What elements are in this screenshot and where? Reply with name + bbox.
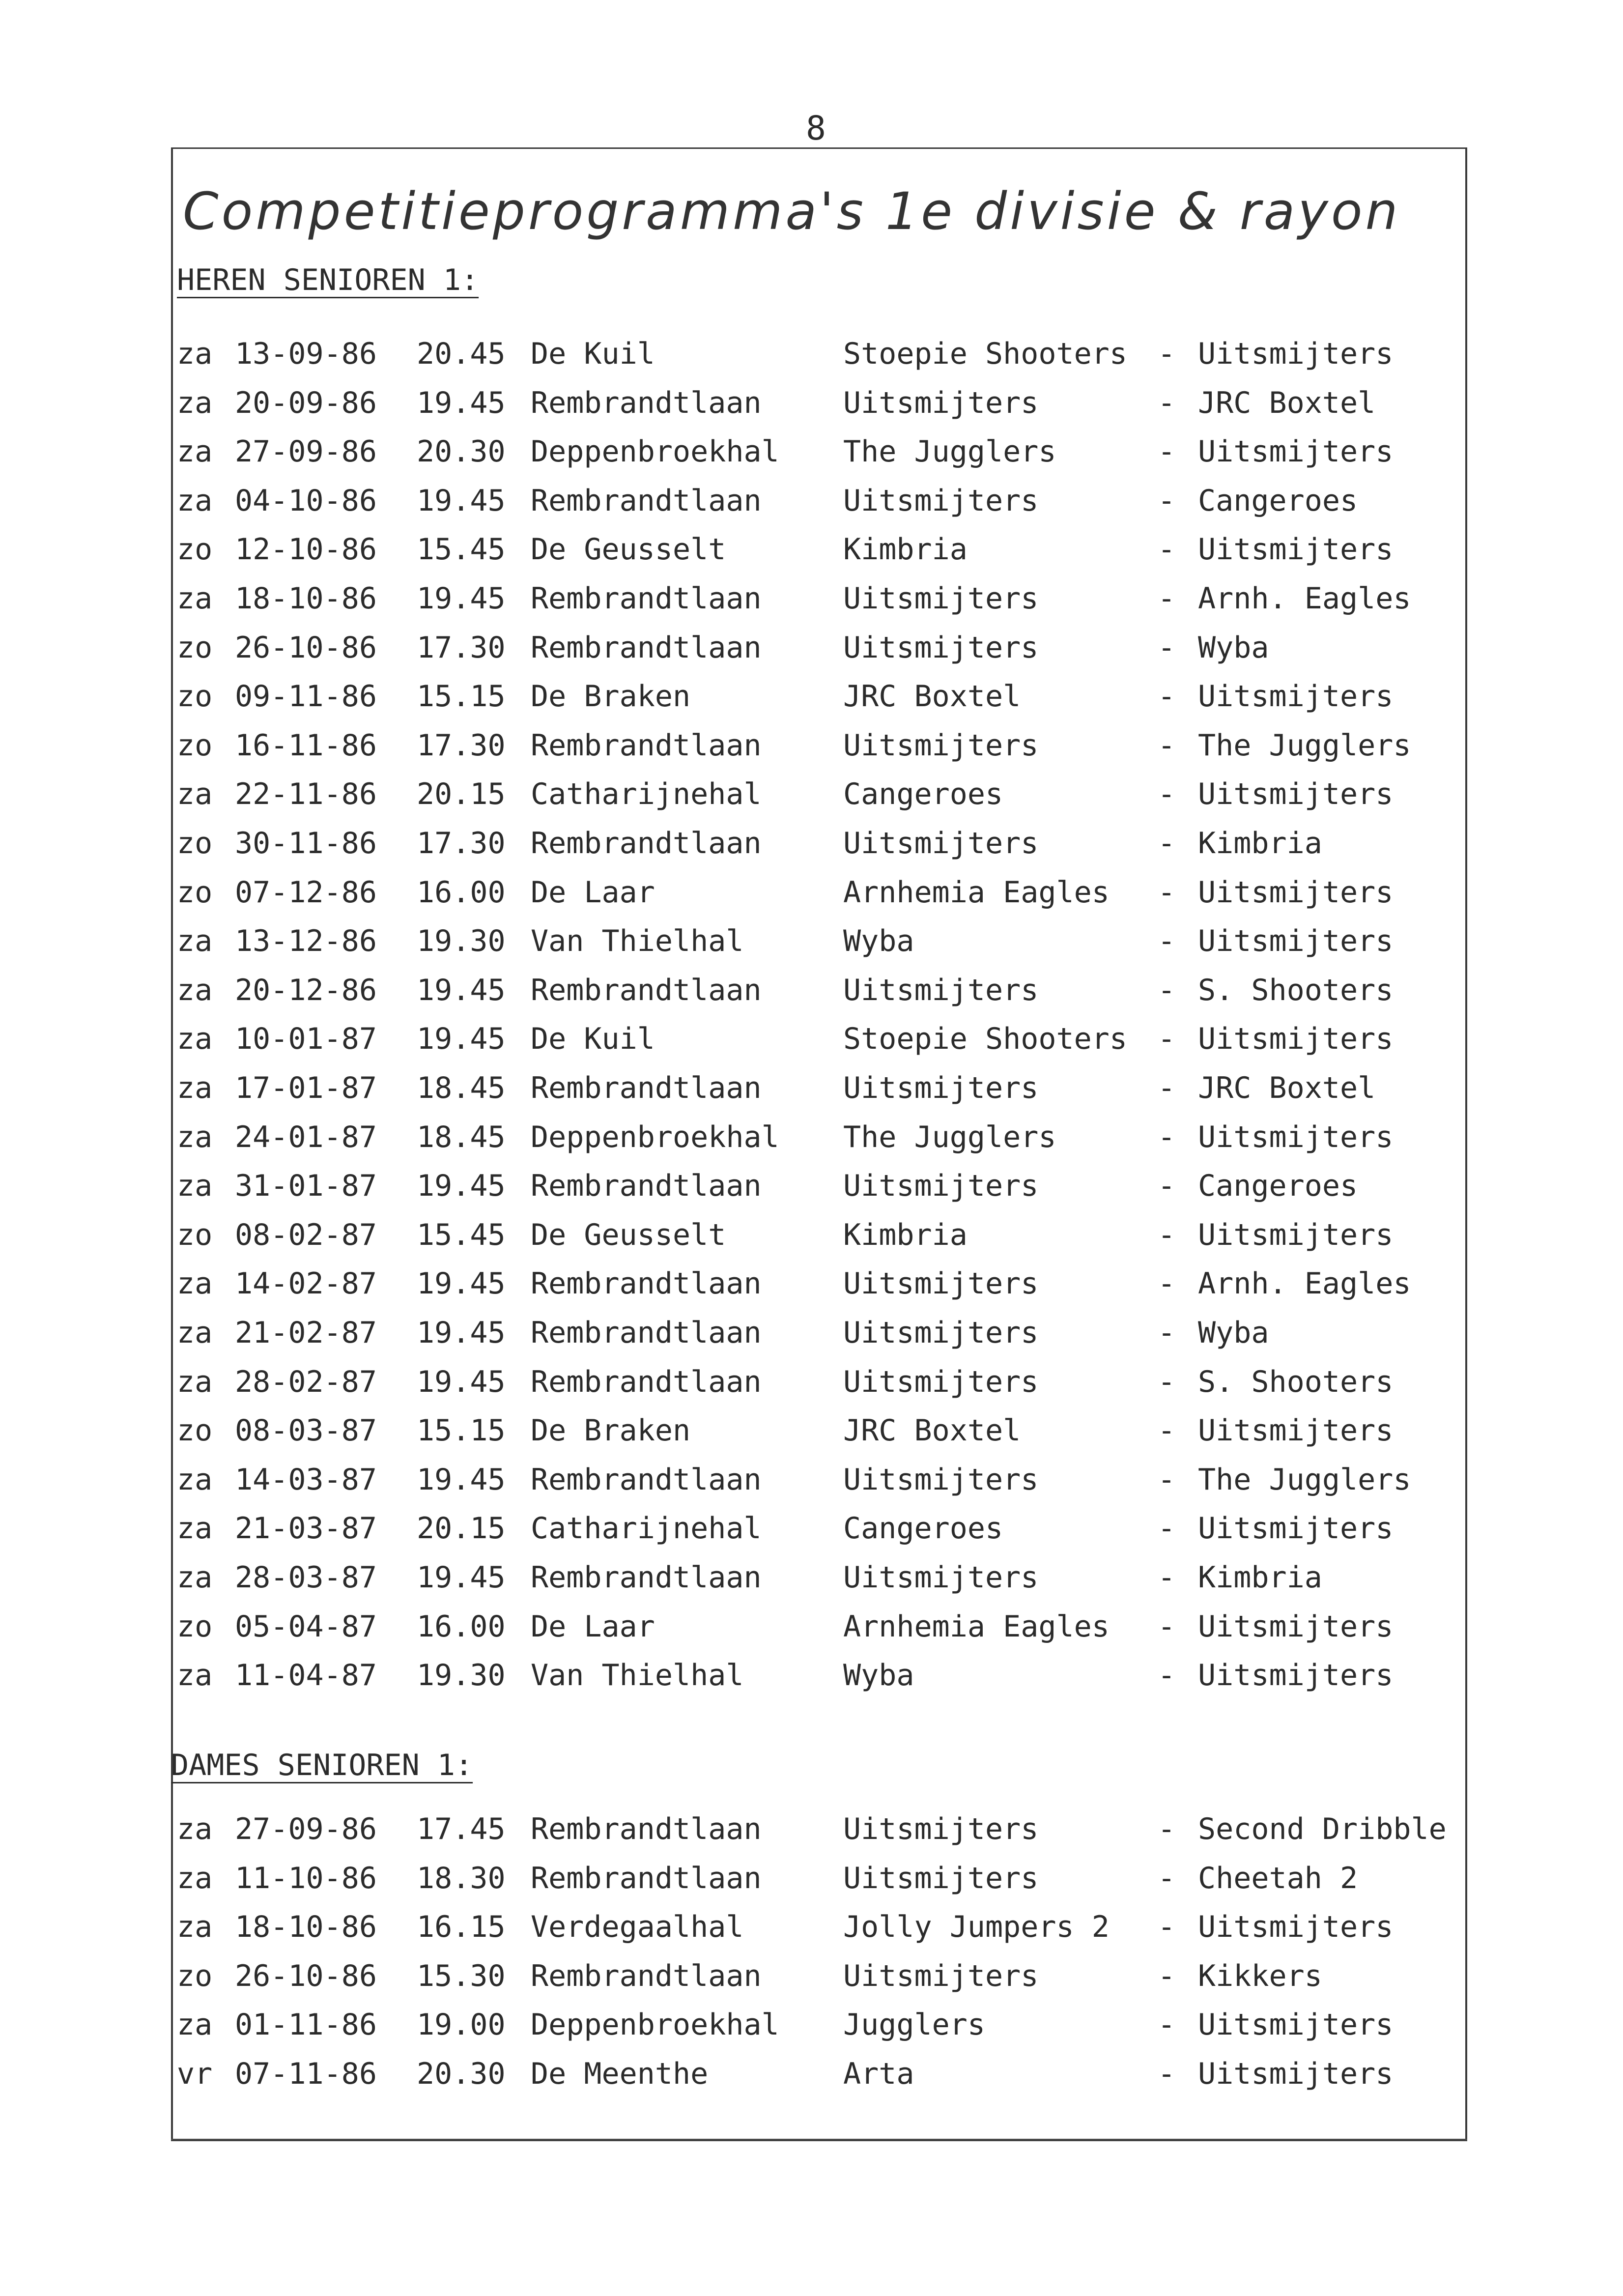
fixture-away: S. Shooters (1198, 1365, 1394, 1399)
fixture-venue: De Braken (531, 1413, 691, 1448)
fixture-row (0, 779, 1623, 829)
fixture-venue: De Meenthe (531, 2057, 709, 2091)
fixture-day: zo (177, 728, 213, 763)
fixture-time: 18.45 (417, 1120, 506, 1154)
fixture-row (0, 1073, 1623, 1122)
fixture-home: Stoepie Shooters (843, 1022, 1127, 1056)
section-heading-heren: HEREN SENIOREN 1: (177, 263, 479, 297)
fixture-home: Uitsmijters (843, 1959, 1039, 1993)
fixture-row (0, 2010, 1623, 2059)
fixture-time: 19.30 (417, 1658, 506, 1693)
fixture-date: 10-01-87 (235, 1022, 377, 1056)
fixture-venue: Van Thielhal (531, 1658, 744, 1693)
fixture-row (0, 1912, 1623, 1961)
fixture-day: za (177, 337, 213, 371)
fixture-separator: - (1158, 1812, 1176, 1846)
fixture-date: 22-11-86 (235, 777, 377, 811)
fixture-date: 28-02-87 (235, 1365, 377, 1399)
fixture-home: The Jugglers (843, 434, 1056, 469)
fixture-day: za (177, 924, 213, 958)
fixture-away: Cangeroes (1198, 484, 1358, 518)
fixture-separator: - (1158, 2057, 1176, 2091)
fixture-home: Arnhemia Eagles (843, 1609, 1110, 1644)
fixture-day: za (177, 1022, 213, 1056)
fixture-home: Uitsmijters (843, 1365, 1039, 1399)
fixture-date: 13-12-86 (235, 924, 377, 958)
fixture-day: zo (177, 532, 213, 567)
fixture-venue: Deppenbroekhal (531, 434, 779, 469)
fixture-home: Kimbria (843, 1218, 968, 1252)
fixture-day: za (177, 1365, 213, 1399)
fixture-time: 17.30 (417, 826, 506, 861)
fixture-separator: - (1158, 1071, 1176, 1105)
fixture-separator: - (1158, 973, 1176, 1007)
fixture-date: 08-02-87 (235, 1218, 377, 1252)
fixture-away: Uitsmijters (1198, 1120, 1394, 1154)
fixture-separator: - (1158, 1910, 1176, 1944)
fixture-row (0, 1961, 1623, 2010)
fixture-home: Kimbria (843, 532, 968, 567)
fixture-day: za (177, 1658, 213, 1693)
fixture-day: za (177, 1910, 213, 1944)
fixture-separator: - (1158, 1658, 1176, 1693)
fixture-away: Uitsmijters (1198, 532, 1394, 567)
fixture-home: Uitsmijters (843, 1812, 1039, 1846)
fixture-venue: Rembrandtlaan (531, 1463, 762, 1497)
fixture-row (0, 2059, 1623, 2108)
fixture-day: za (177, 777, 213, 811)
fixture-time: 19.45 (417, 1316, 506, 1350)
fixture-day: za (177, 1511, 213, 1546)
fixture-away: Uitsmijters (1198, 1022, 1394, 1056)
fixture-venue: Rembrandtlaan (531, 631, 762, 665)
fixture-venue: Rembrandtlaan (531, 484, 762, 518)
fixture-time: 15.15 (417, 679, 506, 714)
fixture-away: Kimbria (1198, 1560, 1322, 1595)
fixture-home: Wyba (843, 924, 914, 958)
fixture-away: The Jugglers (1198, 728, 1411, 763)
fixture-separator: - (1158, 1861, 1176, 1895)
fixture-row (0, 486, 1623, 535)
fixture-day: zo (177, 679, 213, 714)
fixture-home: Wyba (843, 1658, 914, 1693)
fixture-home: Uitsmijters (843, 484, 1039, 518)
fixture-date: 14-03-87 (235, 1463, 377, 1497)
fixture-time: 15.30 (417, 1959, 506, 1993)
fixture-home: Uitsmijters (843, 826, 1039, 861)
fixture-date: 08-03-87 (235, 1413, 377, 1448)
fixture-separator: - (1158, 1316, 1176, 1350)
section-heading-dames: DAMES SENIOREN 1: (171, 1748, 473, 1782)
fixture-venue: De Braken (531, 679, 691, 714)
fixture-time: 20.45 (417, 337, 506, 371)
page-title: Competitieprogramma's 1e divisie & rayon (183, 181, 1401, 241)
fixture-separator: - (1158, 484, 1176, 518)
fixture-venue: Rembrandtlaan (531, 973, 762, 1007)
fixture-day: za (177, 386, 213, 420)
fixture-separator: - (1158, 679, 1176, 714)
fixture-time: 17.30 (417, 728, 506, 763)
fixture-separator: - (1158, 1365, 1176, 1399)
fixture-time: 17.30 (417, 631, 506, 665)
fixture-row (0, 339, 1623, 388)
fixture-separator: - (1158, 386, 1176, 420)
fixture-date: 27-09-86 (235, 1812, 377, 1846)
fixture-day: za (177, 1120, 213, 1154)
fixture-venue: Rembrandtlaan (531, 581, 762, 616)
fixture-separator: - (1158, 1169, 1176, 1203)
fixture-date: 31-01-87 (235, 1169, 377, 1203)
fixture-venue: Van Thielhal (531, 924, 744, 958)
fixture-date: 11-04-87 (235, 1658, 377, 1693)
fixture-row (0, 1609, 1623, 1661)
fixture-venue: Rembrandtlaan (531, 1169, 762, 1203)
fixture-date: 17-01-87 (235, 1071, 377, 1105)
fixture-day: za (177, 1560, 213, 1595)
fixture-row (0, 532, 1623, 584)
fixture-separator: - (1158, 1560, 1176, 1595)
fixture-day: za (177, 2008, 213, 2042)
fixture-away: Uitsmijters (1198, 1413, 1394, 1448)
fixture-time: 15.45 (417, 532, 506, 567)
fixture-away: Cheetah 2 (1198, 1861, 1358, 1895)
fixture-day: zo (177, 875, 213, 910)
fixture-time: 20.15 (417, 1511, 506, 1546)
fixture-date: 21-02-87 (235, 1316, 377, 1350)
fixture-separator: - (1158, 875, 1176, 910)
fixture-row (0, 728, 1623, 780)
fixture-date: 05-04-87 (235, 1609, 377, 1644)
fixture-row (0, 434, 1623, 486)
fixture-away: Uitsmijters (1198, 679, 1394, 714)
fixture-day: za (177, 1071, 213, 1105)
fixture-away: The Jugglers (1198, 1463, 1411, 1497)
fixture-away: Uitsmijters (1198, 1658, 1394, 1693)
fixture-date: 26-10-86 (235, 631, 377, 665)
fixture-away: Arnh. Eagles (1198, 581, 1411, 616)
fixture-time: 19.45 (417, 386, 506, 420)
fixture-date: 28-03-87 (235, 1560, 377, 1595)
fixture-venue: Rembrandtlaan (531, 826, 762, 861)
fixture-date: 26-10-86 (235, 1959, 377, 1993)
fixture-home: Uitsmijters (843, 581, 1039, 616)
fixture-home: Uitsmijters (843, 973, 1039, 1007)
fixture-venue: Rembrandtlaan (531, 1560, 762, 1595)
fixture-away: Cangeroes (1198, 1169, 1358, 1203)
fixture-date: 16-11-86 (235, 728, 377, 763)
fixture-row (0, 388, 1623, 437)
fixture-away: Uitsmijters (1198, 777, 1394, 811)
fixture-time: 17.45 (417, 1812, 506, 1846)
fixture-away: Kikkers (1198, 1959, 1322, 1993)
fixture-day: za (177, 434, 213, 469)
fixture-day: zo (177, 631, 213, 665)
fixture-day: za (177, 1169, 213, 1203)
fixture-home: JRC Boxtel (843, 679, 1021, 714)
fixture-separator: - (1158, 2008, 1176, 2042)
fixture-venue: Deppenbroekhal (531, 1120, 779, 1154)
fixture-date: 18-10-86 (235, 581, 377, 616)
fixture-time: 16.00 (417, 1609, 506, 1644)
fixture-home: Uitsmijters (843, 1169, 1039, 1203)
fixture-venue: Rembrandtlaan (531, 1071, 762, 1105)
fixture-day: vr (177, 2057, 213, 2091)
fixture-home: The Jugglers (843, 1120, 1056, 1154)
fixture-time: 19.45 (417, 581, 506, 616)
fixture-time: 20.15 (417, 777, 506, 811)
fixture-home: Uitsmijters (843, 1861, 1039, 1895)
fixture-home: Uitsmijters (843, 1560, 1039, 1595)
fixture-separator: - (1158, 1266, 1176, 1301)
fixture-date: 24-01-87 (235, 1120, 377, 1154)
fixture-venue: De Geusselt (531, 1218, 726, 1252)
fixture-row (0, 1511, 1623, 1563)
fixture-date: 27-09-86 (235, 434, 377, 469)
fixture-home: Cangeroes (843, 777, 1003, 811)
fixture-day: za (177, 581, 213, 616)
fixture-separator: - (1158, 924, 1176, 958)
fixture-home: JRC Boxtel (843, 1413, 1021, 1448)
fixture-venue: Rembrandtlaan (531, 1861, 762, 1895)
fixture-venue: Deppenbroekhal (531, 2008, 779, 2042)
fixture-away: Kimbria (1198, 826, 1322, 861)
fixture-time: 19.30 (417, 924, 506, 958)
fixture-date: 11-10-86 (235, 1861, 377, 1895)
fixture-away: Uitsmijters (1198, 875, 1394, 910)
fixture-away: Uitsmijters (1198, 434, 1394, 469)
fixture-separator: - (1158, 434, 1176, 469)
bottom-rule (171, 2139, 1467, 2140)
fixture-row (0, 826, 1623, 878)
fixture-venue: Rembrandtlaan (531, 386, 762, 420)
fixture-away: Uitsmijters (1198, 337, 1394, 371)
fixture-venue: Rembrandtlaan (531, 1316, 762, 1350)
fixture-separator: - (1158, 728, 1176, 763)
fixture-time: 19.45 (417, 1266, 506, 1301)
fixture-home: Uitsmijters (843, 631, 1039, 665)
fixture-separator: - (1158, 1463, 1176, 1497)
fixture-separator: - (1158, 826, 1176, 861)
fixture-day: za (177, 1861, 213, 1895)
fixture-home: Arta (843, 2057, 914, 2091)
fixture-row (0, 1171, 1623, 1220)
fixture-row (0, 679, 1623, 731)
fixture-row (0, 1560, 1623, 1612)
fixture-row (0, 1413, 1623, 1465)
fixture-day: zo (177, 1609, 213, 1644)
fixture-away: S. Shooters (1198, 973, 1394, 1007)
fixture-venue: Rembrandtlaan (531, 1812, 762, 1846)
fixture-date: 09-11-86 (235, 679, 377, 714)
fixture-home: Cangeroes (843, 1511, 1003, 1546)
fixture-day: zo (177, 826, 213, 861)
fixture-row (0, 1266, 1623, 1318)
fixture-row (0, 926, 1623, 976)
fixture-away: Uitsmijters (1198, 2008, 1394, 2042)
fixture-home: Uitsmijters (843, 1463, 1039, 1497)
fixture-time: 19.45 (417, 973, 506, 1007)
fixture-row (0, 1122, 1623, 1172)
fixture-time: 19.45 (417, 1022, 506, 1056)
fixture-away: JRC Boxtel (1198, 386, 1376, 420)
fixture-venue: De Laar (531, 1609, 655, 1644)
fixture-row (0, 1465, 1623, 1514)
fixture-date: 18-10-86 (235, 1910, 377, 1944)
fixture-time: 20.30 (417, 434, 506, 469)
fixture-time: 19.45 (417, 484, 506, 518)
fixture-separator: - (1158, 532, 1176, 567)
fixture-date: 21-03-87 (235, 1511, 377, 1546)
fixture-date: 13-09-86 (235, 337, 377, 371)
fixture-home: Uitsmijters (843, 1071, 1039, 1105)
fixture-day: zo (177, 1218, 213, 1252)
fixture-away: Uitsmijters (1198, 1218, 1394, 1252)
fixture-separator: - (1158, 777, 1176, 811)
fixture-day: zo (177, 1413, 213, 1448)
fixture-away: Uitsmijters (1198, 1609, 1394, 1644)
fixture-time: 16.00 (417, 875, 506, 910)
fixture-home: Jugglers (843, 2008, 985, 2042)
fixture-home: Uitsmijters (843, 1316, 1039, 1350)
fixture-venue: Catharijnehal (531, 777, 762, 811)
fixture-away: Uitsmijters (1198, 924, 1394, 958)
fixture-venue: Rembrandtlaan (531, 1959, 762, 1993)
fixture-row (0, 1658, 1623, 1710)
fixture-away: Wyba (1198, 1316, 1269, 1350)
fixture-away: Uitsmijters (1198, 2057, 1394, 2091)
fixture-day: za (177, 1316, 213, 1350)
fixture-venue: De Laar (531, 875, 655, 910)
fixture-away: Wyba (1198, 631, 1269, 665)
fixture-row (0, 633, 1623, 682)
fixture-day: za (177, 1463, 213, 1497)
fixture-venue: De Kuil (531, 1022, 655, 1056)
fixture-row (0, 1024, 1623, 1073)
fixture-home: Uitsmijters (843, 1266, 1039, 1301)
fixture-date: 20-09-86 (235, 386, 377, 420)
fixture-away: JRC Boxtel (1198, 1071, 1376, 1105)
fixture-separator: - (1158, 581, 1176, 616)
fixture-venue: Rembrandtlaan (531, 1266, 762, 1301)
fixture-separator: - (1158, 1120, 1176, 1154)
fixture-venue: Catharijnehal (531, 1511, 762, 1546)
fixture-venue: De Kuil (531, 337, 655, 371)
fixture-time: 18.45 (417, 1071, 506, 1105)
fixture-time: 15.45 (417, 1218, 506, 1252)
fixture-separator: - (1158, 1218, 1176, 1252)
fixture-away: Arnh. Eagles (1198, 1266, 1411, 1301)
fixture-row (0, 1861, 1623, 1913)
fixture-row (0, 973, 1623, 1025)
fixture-time: 19.45 (417, 1560, 506, 1595)
fixture-day: zo (177, 1959, 213, 1993)
fixture-date: 14-02-87 (235, 1266, 377, 1301)
fixture-home: Uitsmijters (843, 386, 1039, 420)
fixture-date: 04-10-86 (235, 484, 377, 518)
fixture-date: 07-11-86 (235, 2057, 377, 2091)
fixture-time: 16.15 (417, 1910, 506, 1944)
fixture-date: 12-10-86 (235, 532, 377, 567)
fixture-separator: - (1158, 1022, 1176, 1056)
fixture-time: 19.45 (417, 1169, 506, 1203)
fixture-venue: De Geusselt (531, 532, 726, 567)
fixture-day: za (177, 1812, 213, 1846)
fixture-venue: Rembrandtlaan (531, 1365, 762, 1399)
fixture-day: za (177, 484, 213, 518)
fixture-row (0, 1220, 1623, 1269)
fixture-row (0, 581, 1623, 633)
fixture-date: 20-12-86 (235, 973, 377, 1007)
fixture-time: 19.00 (417, 2008, 506, 2042)
fixture-row (0, 1367, 1623, 1416)
fixture-row (0, 1318, 1623, 1367)
fixture-date: 01-11-86 (235, 2008, 377, 2042)
fixture-separator: - (1158, 1959, 1176, 1993)
fixture-separator: - (1158, 631, 1176, 665)
fixture-away: Uitsmijters (1198, 1910, 1394, 1944)
fixture-home: Uitsmijters (843, 728, 1039, 763)
fixture-row (0, 1814, 1623, 1864)
fixture-time: 19.45 (417, 1365, 506, 1399)
fixture-row (0, 875, 1623, 927)
fixture-time: 20.30 (417, 2057, 506, 2091)
fixture-home: Jolly Jumpers 2 (843, 1910, 1110, 1944)
fixture-day: za (177, 973, 213, 1007)
fixture-time: 18.30 (417, 1861, 506, 1895)
fixture-venue: Rembrandtlaan (531, 728, 762, 763)
fixture-away: Uitsmijters (1198, 1511, 1394, 1546)
fixture-separator: - (1158, 1609, 1176, 1644)
fixture-separator: - (1158, 1413, 1176, 1448)
fixture-time: 19.45 (417, 1463, 506, 1497)
fixture-separator: - (1158, 337, 1176, 371)
fixture-home: Stoepie Shooters (843, 337, 1127, 371)
fixture-time: 15.15 (417, 1413, 506, 1448)
fixture-venue: Verdegaalhal (531, 1910, 744, 1944)
fixture-day: za (177, 1266, 213, 1301)
page-number: 8 (806, 109, 826, 148)
fixture-home: Arnhemia Eagles (843, 875, 1110, 910)
fixture-away: Second Dribble (1198, 1812, 1447, 1846)
fixture-date: 07-12-86 (235, 875, 377, 910)
fixture-date: 30-11-86 (235, 826, 377, 861)
fixture-separator: - (1158, 1511, 1176, 1546)
